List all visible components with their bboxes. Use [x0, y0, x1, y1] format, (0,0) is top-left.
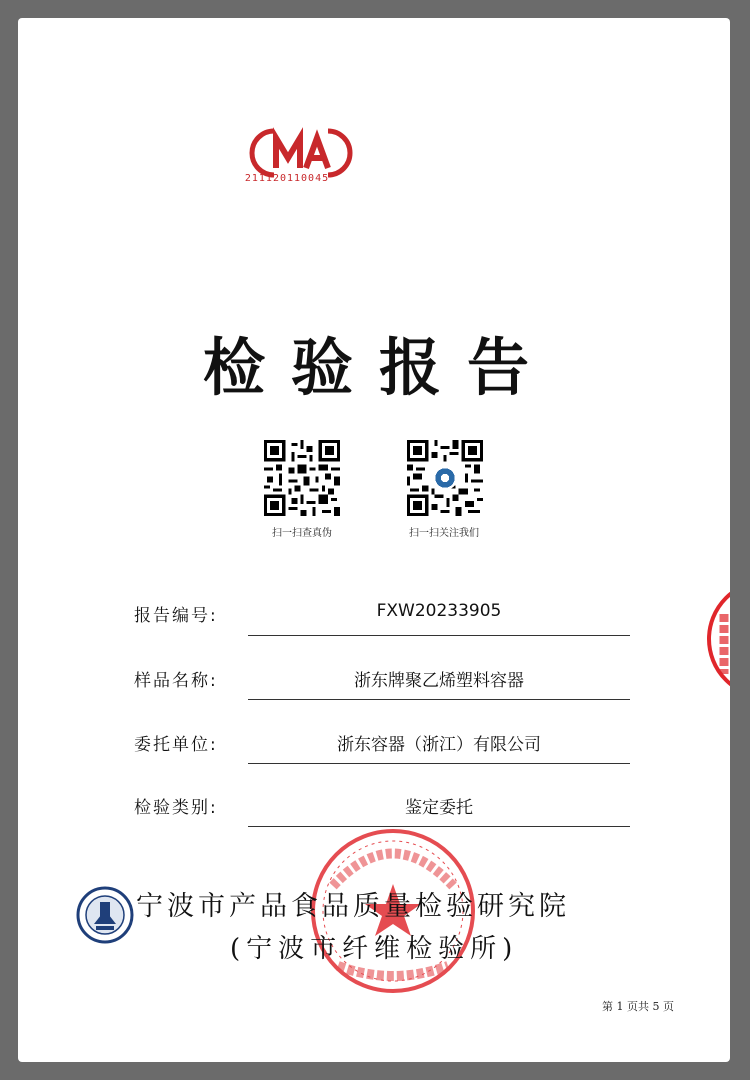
- report-number-value: FXW20233905: [376, 601, 502, 621]
- inspection-type-label: 检验类别:: [134, 798, 218, 818]
- report-number-underline: [248, 635, 630, 636]
- institute-emblem: [76, 886, 134, 944]
- report-number-label: 报告编号:: [134, 606, 218, 626]
- client-value: 浙东容器（浙江）有限公司: [337, 735, 541, 755]
- qr-caption-verify: 扫一扫查真伪: [272, 528, 332, 539]
- sample-name-underline: [248, 699, 630, 700]
- qr-code-verify: [264, 440, 340, 516]
- qr-caption-follow: 扫一扫关注我们: [409, 528, 479, 539]
- inspection-type-value: 鉴定委托: [405, 798, 473, 818]
- client-underline: [248, 763, 630, 764]
- institute-sub-name: (宁波市纤维检验所): [230, 934, 519, 964]
- side-seal: [702, 574, 730, 704]
- institute-name: 宁波市产品食品质量检验研究院: [136, 891, 570, 922]
- client-label: 委托单位:: [134, 735, 218, 755]
- document-title: 检验报告: [202, 331, 555, 404]
- page-number: 第 1 页共 5 页: [602, 1000, 674, 1013]
- cma-certificate-number: 211120110045: [244, 173, 330, 184]
- sample-name-value: 浙东牌聚乙烯塑料容器: [354, 671, 524, 691]
- report-page: [18, 18, 730, 1062]
- sample-name-label: 样品名称:: [134, 671, 218, 691]
- qr-code-follow: [407, 440, 483, 516]
